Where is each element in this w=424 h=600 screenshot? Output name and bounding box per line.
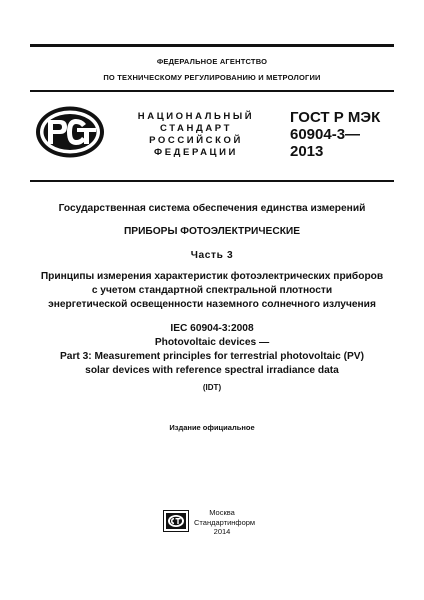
standard-designation — [290, 109, 400, 160]
idt-label: (IDT) — [202, 383, 222, 392]
designation-line: 60904-3— — [290, 126, 361, 143]
agency-line-2: ПО ТЕХНИЧЕСКОМУ РЕГУЛИРОВАНИЮ И МЕТРОЛОГИИ — [103, 73, 321, 82]
header-divider-top — [30, 90, 394, 92]
publisher-city: Москва — [209, 508, 235, 517]
publication-year: 2014 — [213, 527, 231, 536]
iec-line: solar devices with reference spectral irradiance data — [85, 365, 339, 376]
national-standard-line: СТАНДАРТ — [160, 123, 232, 134]
agency-line-1: ФЕДЕРАЛЬНОЕ АГЕНТСТВО — [156, 57, 268, 66]
designation-line: ГОСТ Р МЭК — [290, 109, 381, 126]
national-standard-label — [118, 111, 274, 159]
part-number: Часть 3 — [190, 250, 234, 261]
iec-line: Part 3: Measurement principles for terrestrial photovoltaic (PV) — [59, 351, 364, 362]
national-standard-line: РОССИЙСКОЙ — [149, 135, 243, 146]
measurement-system-line: Государственная система обеспечения единства измерений — [58, 203, 366, 214]
subtitle-line: с учетом стандартной спектральной плотности — [91, 285, 333, 296]
header-divider-bottom — [30, 180, 394, 182]
publisher-name: Стандартинформ — [194, 517, 256, 527]
national-standard-line: НАЦИОНАЛЬНЫЙ — [137, 111, 255, 122]
designation-line: 2013 — [290, 143, 324, 160]
document-title: ПРИБОРЫ ФОТОЭЛЕКТРИЧЕСКИЕ — [123, 226, 301, 237]
document-subtitle — [30, 270, 394, 312]
iec-line: Photovoltaic devices — — [154, 337, 270, 348]
subtitle-line: энергетической освещенности наземного солнечного излучения — [48, 299, 376, 310]
standartinform-logo-icon — [163, 510, 189, 532]
subtitle-line: Принципы измерения характеристик фотоэлектрических приборов — [40, 271, 384, 282]
rst-certification-mark-icon — [34, 104, 106, 160]
publisher-block — [194, 508, 256, 537]
edition-label: Издание официальное — [169, 423, 255, 432]
top-rule — [30, 44, 394, 47]
national-standard-line: ФЕДЕРАЦИИ — [154, 147, 238, 158]
iec-reference — [30, 322, 394, 378]
iec-line: IEC 60904-3:2008 — [170, 323, 254, 334]
